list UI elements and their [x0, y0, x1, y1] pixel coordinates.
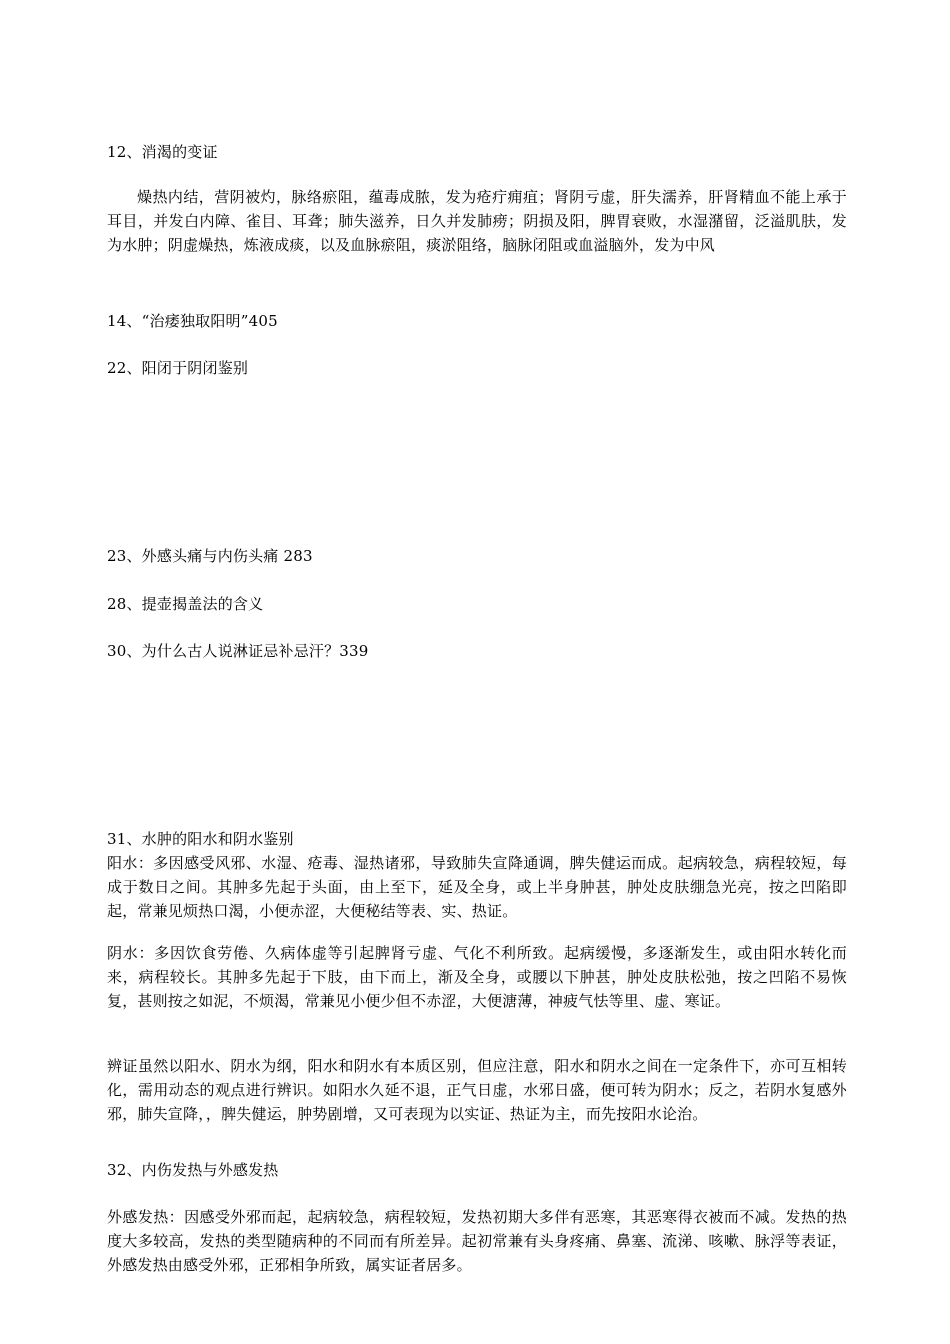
heading-14: 14、“治痿独取阳明”405: [107, 312, 278, 330]
heading-30: 30、为什么古人说淋证忌补忌汗？339: [107, 642, 369, 660]
heading-12: 12、消渴的变证: [107, 143, 218, 161]
paragraph-32-external-fever: 外感发热：因感受外邪而起，起病较急，病程较短，发热初期大多伴有恶寒，其恶寒得衣被而不减。发热的热度大多较高，发热的类型随病种的不同而有所差异。起初常兼有头身疼痛、鼻塞、流涕、咳嗽、脉浮等表证，外感发热由感受外邪，正邪相争所致，属实证者居多。: [107, 1208, 847, 1274]
paragraph-31-differentiation: 辨证虽然以阳水、阴水为纲，阳水和阴水有本质区别，但应注意，阳水和阴水之间在一定条件下，亦可互相转化，需用动态的观点进行辨识。如阳水久延不退，正气日虚，水邪日盛，便可转为阴水；反之，若阴水复感外邪，肺失宣降，，脾失健运，肿势剧增，又可表现为以实证、热证为主，而先按阳水论治。: [107, 1057, 847, 1123]
paragraph-31-yang-water: 阳水：多因感受风邪、水湿、疮毒、湿热诸邪，导致肺失宣降通调，脾失健运而成。起病较急，病程较短，每成于数日之间。其肿多先起于头面，由上至下，延及全身，或上半身肿甚，肿处皮肤绷急光亮，按之凹陷即起，常兼见烦热口渴，小便赤涩，大便秘结等表、实、热证。: [107, 854, 847, 920]
heading-22: 22、阳闭于阴闭鉴别: [107, 359, 249, 377]
heading-32: 32、内伤发热与外感发热: [107, 1161, 279, 1179]
paragraph-12: 燥热内结，营阴被灼，脉络瘀阻，蕴毒成脓，发为疮疔痈疽；肾阴亏虚，肝失濡养，肝肾精血不能上承于耳目，并发白内障、雀目、耳聋；肺失滋养，日久并发肺痨；阴损及阳，脾胃衰败，水湿潴留，泛溢肌肤，发为水肿；阴虚燥热，炼液成痰，以及血脉瘀阻，痰淤阻络，脑脉闭阻或血溢脑外，发为中风: [107, 188, 847, 254]
paragraph-31-yin-water: 阴水：多因饮食劳倦、久病体虚等引起脾肾亏虚、气化不利所致。起病缓慢，多逐渐发生，或由阳水转化而来，病程较长。其肿多先起于下肢，由下而上，渐及全身，或腰以下肿甚，肿处皮肤松弛，按之凹陷不易恢复，甚则按之如泥，不烦渴，常兼见小便少但不赤涩，大便溏薄，神疲气怯等里、虚、寒证。: [107, 944, 847, 1010]
heading-28: 28、提壶揭盖法的含义: [107, 595, 264, 613]
heading-31: 31、水肿的阳水和阴水鉴别: [107, 830, 294, 848]
heading-23: 23、外感头痛与内伤头痛 283: [107, 547, 313, 565]
